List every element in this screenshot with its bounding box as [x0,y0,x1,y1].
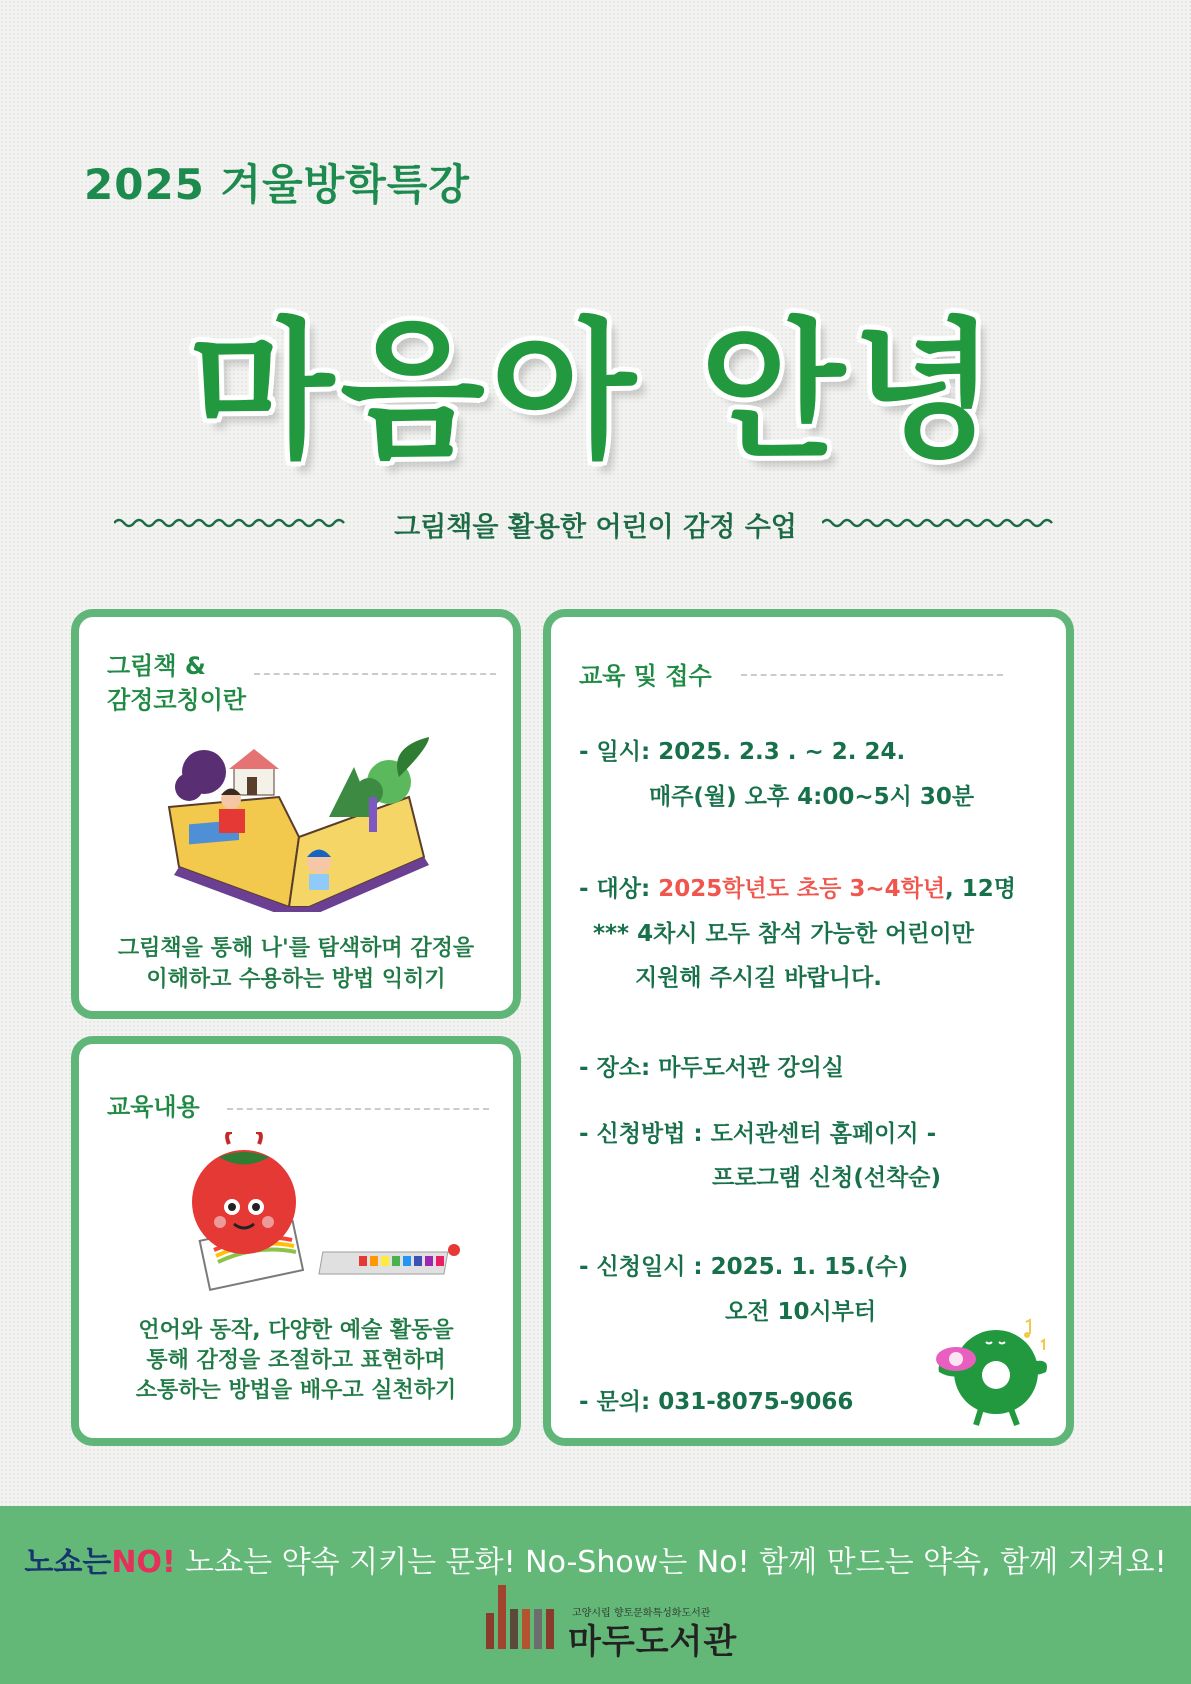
target-line [579,870,1016,903]
curriculum-card-body [79,1316,513,1406]
library-logo-icon [486,1585,566,1651]
picturebook-title-line2: 감정코칭이란 [107,686,247,714]
picturebook-card-body [79,933,513,995]
library-name: 마두도서관 [568,1622,738,1662]
curriculum-card-title: 교육내용 [107,1093,200,1121]
picturebook-body-line1: 그림책을 통해 나'를 탐색하며 감정을 [117,936,475,961]
picturebook-body-line2: 이해하고 수용하는 방법 익히기 [146,967,446,992]
target-highlight: 2025학년도 초등 3~4학년 [658,876,946,902]
date-line1: - 일시: 2025. 2.3 . ~ 2. 24. [579,739,906,765]
apply-date-line1: - 신청일시 : 2025. 1. 15.(수) [579,1254,909,1280]
apply-date-line2: 오전 10시부터 [725,1299,877,1325]
info-card-title: 교육 및 접수 [579,662,712,690]
picturebook-title-line1: 그림책 & [107,652,206,680]
noshow-no-label: NO! [111,1545,176,1580]
method-line1: - 신청방법 : 도서관센터 홈페이지 - [579,1121,937,1147]
target-suffix: , 12명 [945,876,1017,902]
curriculum-body-line2: 통해 감정을 조절하고 표현하며 [146,1348,446,1373]
method-line2: 프로그램 신청(선착순) [712,1165,941,1191]
noshow-text: 노쇼는 약속 지키는 문화! No-Show는 No! 함께 만드는 약속, 함께 지켜요! [175,1545,1167,1580]
open-book-illustration [159,737,439,912]
title-dash-line [741,674,1003,676]
notice-line2: 지원해 주시길 바랍니다. [635,965,882,991]
tomato-drawing-illustration [184,1132,474,1292]
noshow-message [0,1537,1191,1581]
picturebook-card [71,609,521,1019]
donut-mascot-illustration [931,1317,1056,1432]
target-prefix: - 대상: [579,876,659,902]
picturebook-card-title [107,649,246,717]
curriculum-card [71,1036,521,1446]
date-line2: 매주(월) 오후 4:00~5시 30분 [649,784,975,810]
event-label: 2025 겨울방학특강 [84,160,470,209]
tagline: 그림책을 활용한 어린이 감정 수업 [394,512,797,543]
title-dash-line [254,673,496,675]
contact-line: - 문의: 031-8075-9066 [579,1389,854,1415]
wave-divider-right [822,513,1057,533]
notice-line1: *** 4차시 모두 참석 가능한 어린이만 [593,921,974,947]
place-line: - 장소: 마두도서관 강의실 [579,1055,844,1081]
title-dash-line [227,1108,489,1110]
curriculum-body-line1: 언어와 동작, 다양한 예술 활동을 [138,1318,454,1343]
page-title: 마음아 안녕 [189,305,1002,479]
info-card [543,609,1074,1446]
curriculum-body-line3: 소통하는 방법을 배우고 실천하기 [135,1378,457,1403]
noshow-label: 노쇼는 [24,1545,112,1580]
library-subtitle: 고양시립 향토문화특성화도서관 [572,1608,711,1619]
